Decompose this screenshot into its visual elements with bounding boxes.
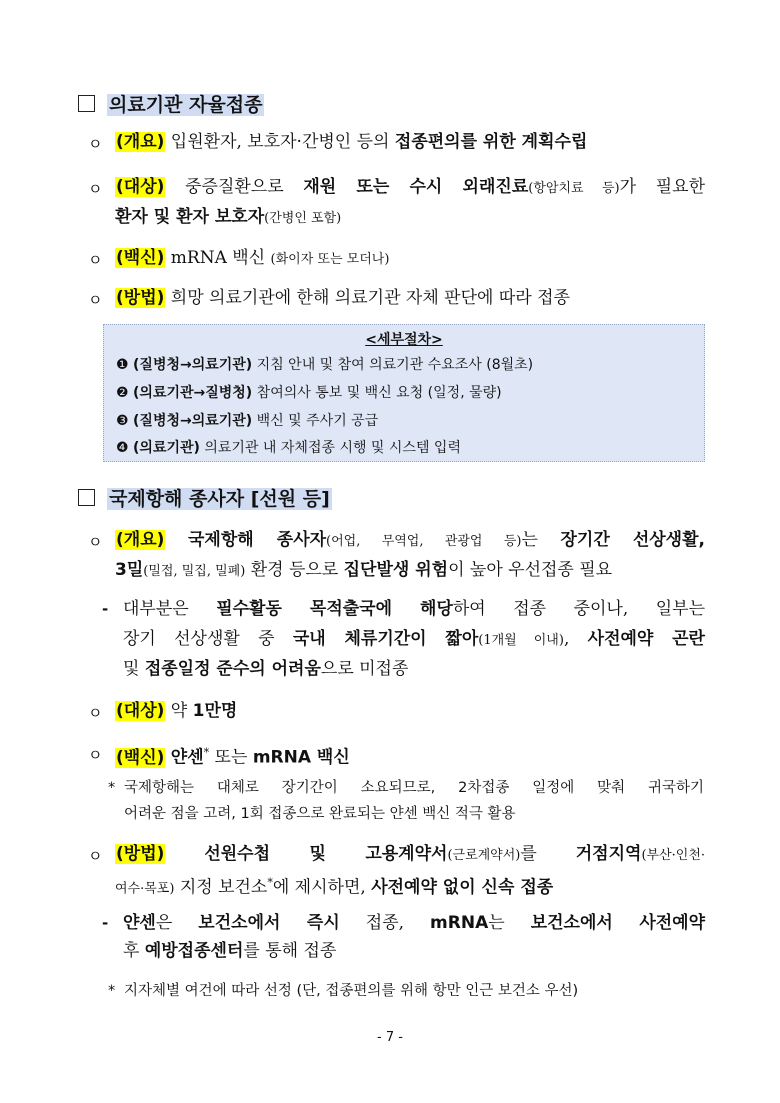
procedure-title: <세부절차> bbox=[365, 332, 443, 348]
procedure-step: ❶ (질병청→의료기관) 지침 안내 및 참여 의료기관 수요조사 (8월초) bbox=[116, 357, 534, 373]
bullet-icon: ㅇ bbox=[88, 135, 103, 153]
s1-target: (대상) 중증질환으로 재원 또는 수시 외래진료(항암치료 등)가 필요한 bbox=[116, 177, 706, 197]
s2-vaccine: (백신) 얀센* 또는 mRNA 백신 bbox=[116, 746, 350, 768]
note-star: * bbox=[108, 780, 116, 796]
section1-heading bbox=[78, 90, 264, 117]
s2-method-cont: 여수·목포) 지정 보건소*에 제시하면, 사전예약 없이 신속 접종 bbox=[115, 876, 554, 898]
bullet-icon: ㅇ bbox=[88, 847, 103, 865]
dash-icon: - bbox=[102, 914, 109, 932]
checkbox-icon bbox=[78, 95, 95, 112]
s2-dash1: 대부분은 필수활동 목적출국에 해당하여 접종 중이나, 일부는 bbox=[123, 599, 705, 619]
s2-dash2: 얀센은 보건소에서 즉시 접종, mRNA는 보건소에서 사전예약 bbox=[123, 913, 706, 933]
s2-target: (대상) 약 1만명 bbox=[116, 701, 238, 721]
checkbox-icon bbox=[78, 489, 95, 506]
s2-method: (방법) 선원수첩 및 고용계약서(근로계약서)를 거점지역(부산·인천· bbox=[116, 844, 706, 864]
s1-target-cont: 환자 및 환자 보호자(간병인 포함) bbox=[115, 207, 342, 227]
s2-dash1-l3: 및 접종일정 준수의 어려움으로 미접종 bbox=[123, 659, 409, 679]
s1-overview: (개요) 입원환자, 보호자·간병인 등의 접종편의를 위한 계획수립 bbox=[116, 132, 588, 152]
page-number: - 7 - bbox=[377, 1030, 403, 1045]
s2-dash2-l2: 후 예방접종센터를 통해 접종 bbox=[123, 941, 337, 961]
section2-title: 국제항해 종사자 [선원 등] bbox=[109, 488, 330, 510]
procedure-step: ❸ (질병청→의료기관) 백신 및 주사기 공급 bbox=[116, 413, 379, 429]
s2-note2: 지자체별 여건에 따라 선정 (단, 접종편의를 위해 항만 인근 보건소 우선) bbox=[124, 983, 579, 999]
bullet-icon: ㅇ bbox=[88, 291, 103, 309]
procedure-step: ❷ (의료기관→질병청) 참여의사 통보 및 백신 요청 (일정, 물량) bbox=[116, 385, 502, 401]
s2-dash1-l2: 장기 선상생활 중 국내 체류기간이 짧아(1개월 이내), 사전예약 곤란 bbox=[123, 629, 705, 649]
s1-method: (방법) 희망 의료기관에 한해 의료기관 자체 판단에 따라 접종 bbox=[116, 288, 570, 308]
s2-overview-cont: 3밀(밀접, 밀집, 밀폐) 환경 등으로 집단발생 위험이 높아 우선접종 필요 bbox=[115, 560, 613, 580]
bullet-icon: ㅇ bbox=[88, 251, 103, 269]
bullet-icon: ㅇ bbox=[88, 704, 103, 722]
s2-note1: 국제항해는 대체로 장기간이 소요되므로, 2차접종 일정에 맞춰 귀국하기 bbox=[124, 780, 704, 796]
bullet-icon: ㅇ bbox=[88, 180, 103, 198]
note-star: * bbox=[108, 983, 116, 999]
bullet-icon: ㅇ bbox=[88, 533, 103, 551]
s2-note1-l2: 어려운 점을 고려, 1회 접종으로 완료되는 얀센 백신 적극 활용 bbox=[124, 806, 516, 822]
dash-icon: - bbox=[102, 600, 109, 618]
procedure-step: ❹ (의료기관) 의료기관 내 자체접종 시행 및 시스템 입력 bbox=[116, 440, 461, 456]
section1-title: 의료기관 자율접종 bbox=[109, 94, 263, 116]
section2-heading bbox=[78, 484, 332, 511]
bullet-icon: ㅇ bbox=[88, 746, 103, 764]
s2-overview: (개요) 국제항해 종사자(어업, 무역업, 관광업 등)는 장기간 선상생활, bbox=[116, 530, 705, 550]
procedure-box bbox=[103, 324, 705, 462]
s1-vaccine: (백신) mRNA 백신 (화이자 또는 모더나) bbox=[116, 248, 390, 268]
